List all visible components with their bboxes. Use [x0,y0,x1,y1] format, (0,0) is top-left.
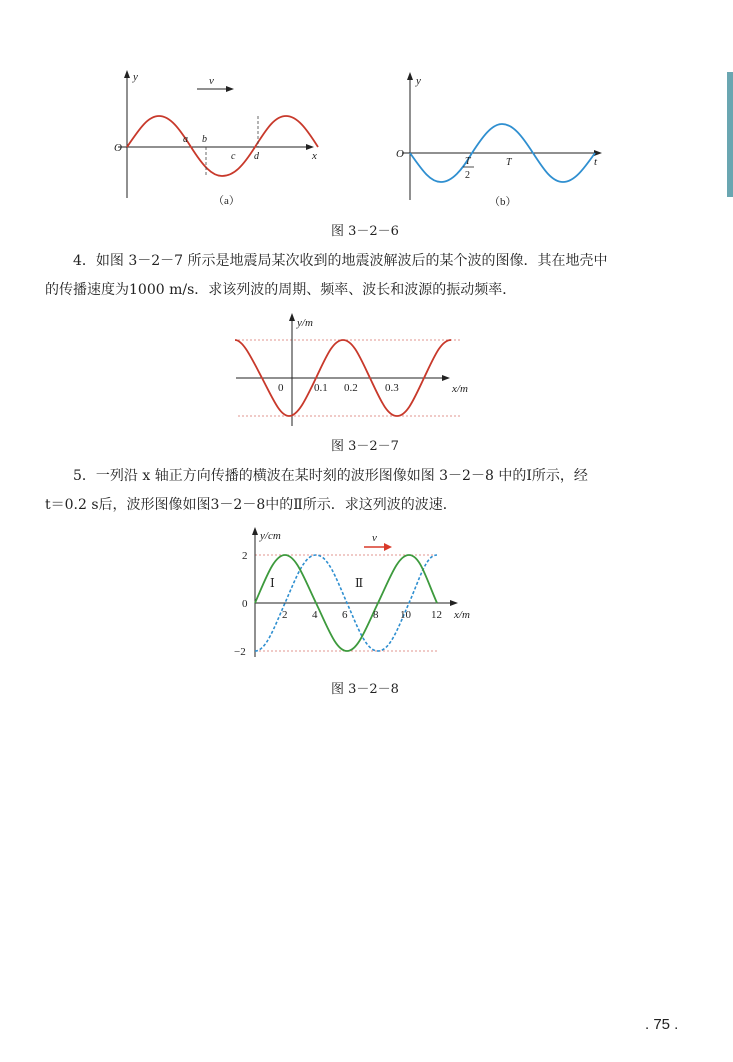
figure-3-2-6b [392,70,612,215]
origin-label: O [396,148,404,160]
period-label: T [506,157,512,168]
figure-3-2-6a [112,68,332,213]
point-c-label: c [231,151,236,162]
figure-3-2-7-caption: 图 3－2－7 [331,439,399,454]
y-axis-arrow [289,313,295,321]
y-axis-arrow [252,527,258,535]
velocity-label: v [372,532,377,544]
point-a-label: a [183,134,188,145]
question-4-line-1: 4．如图 3－2－7 所示是地震局某次收到的地震波解波后的某个波的图像．其在地壳中 [73,253,608,269]
question-5-line-1: 5．一列沿 x 轴正方向传播的横波在某时刻的波形图像如图 3－2－8 中的Ⅰ所示，经 [73,468,588,484]
x-tick-0.3: 0.3 [385,382,399,394]
t-axis-label: t [594,156,598,168]
curve-I-label: Ⅰ [270,576,275,590]
x-axis-arrow [450,600,458,606]
x-tick-6: 6 [342,609,348,621]
y-axis-label: y/m [297,317,313,329]
x-tick-10: 10 [400,609,411,621]
origin-label: O [114,142,122,154]
velocity-arrow-head [384,543,392,551]
x-axis-label: x/m [452,383,468,395]
x-tick-0.1: 0.1 [314,382,328,394]
page-number: . 75 . [645,1016,679,1033]
side-tab-bar [727,72,733,197]
question-4-line-2: 的传播速度为1000 m/s．求该列波的周期、频率、波长和波源的振动频率． [45,282,517,298]
x-tick-0.2: 0.2 [344,382,358,394]
figure-3-2-8 [228,525,488,665]
wave-curve [127,116,318,176]
x-tick-2: 2 [282,609,288,621]
figure-3-2-6-caption: 图 3－2－6 [331,224,399,239]
x-axis-label: x/m [454,609,470,621]
sub-figure-label: （b） [489,196,517,208]
figure-3-2-8-caption: 图 3－2－8 [331,682,399,697]
y-axis-arrow [124,70,130,78]
y-tick-minus-2: −2 [234,646,246,658]
curve-II-label: Ⅱ [355,576,364,590]
y-tick-2: 2 [242,550,248,562]
y-axis-label: y [133,71,138,83]
sub-figure-label: （a） [213,195,240,207]
y-axis-label: y [416,75,421,87]
half-period-denominator: 2 [465,170,470,181]
x-axis-label: x [312,150,317,162]
figure-3-2-7 [233,312,483,432]
x-tick-12: 12 [431,609,442,621]
y-axis-label: y/cm [260,530,281,542]
half-period-numerator: T [465,156,471,167]
x-axis-arrow [442,375,450,381]
point-b-label: b [202,134,207,145]
x-tick-4: 4 [312,609,318,621]
y-axis-arrow [407,72,413,80]
velocity-label: v [209,75,214,87]
velocity-arrow-head [226,86,234,92]
point-d-label: d [254,151,259,162]
question-5 [45,462,685,520]
x-tick-8: 8 [373,609,379,621]
question-4 [45,247,685,305]
question-5-line-2: t＝0.2 s后，波形图像如图3－2－8中的Ⅱ所示．求这列波的波速． [45,497,457,513]
x-tick-0: 0 [278,382,284,394]
y-tick-0: 0 [242,598,248,610]
